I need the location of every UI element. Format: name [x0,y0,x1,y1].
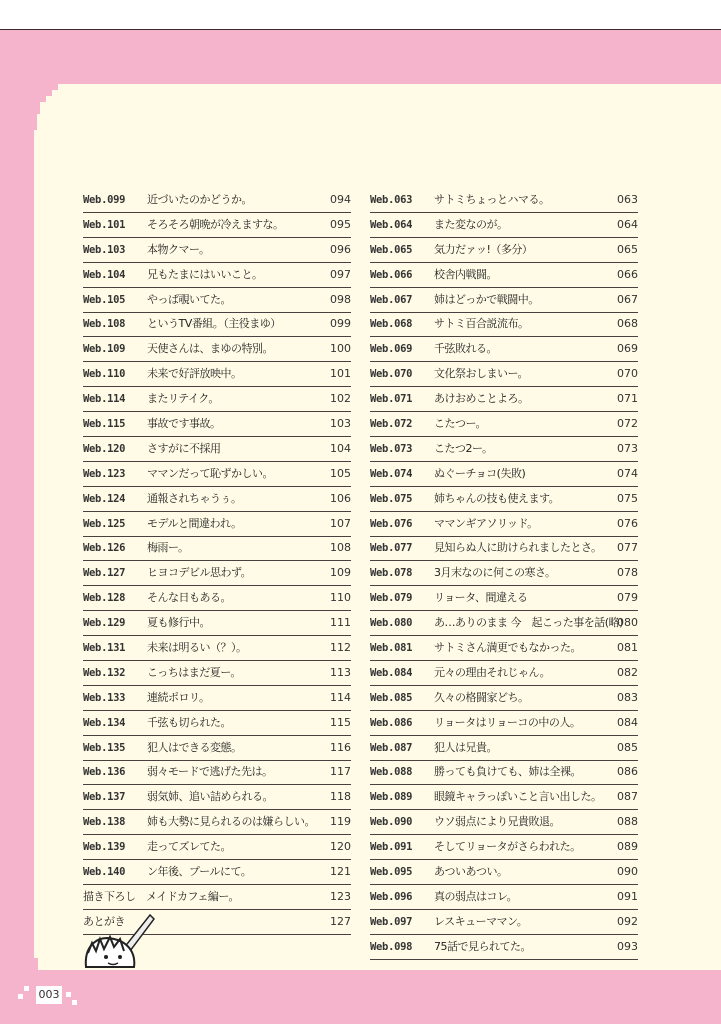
episode-title: 連続ポロリ。 [147,690,210,704]
toc-entry[interactable] [370,713,638,736]
toc-entry[interactable] [83,588,351,611]
episode-code: Web.139 [83,841,126,854]
toc-entry[interactable] [83,862,351,885]
episode-title: 兄もたまにはいいこと。 [147,267,263,281]
page-ref: 083 [617,690,638,704]
decor-square [72,1000,77,1005]
episode-code: Web.084 [370,666,413,679]
decor-square [24,986,29,991]
episode-code: Web.133 [83,691,126,704]
toc-entry[interactable] [83,414,351,437]
page-ref: 106 [330,491,351,505]
toc-entry[interactable] [370,414,638,437]
episode-title: あけおめことよろ。 [434,392,529,406]
page-ref: 085 [617,740,638,754]
toc-entry[interactable] [83,613,351,636]
episode-title: 75話で見られてた。 [434,939,531,953]
episode-title: こたつ2ー。 [434,441,493,455]
episode-title: 近づいたのかどうか。 [147,193,252,206]
page-ref: 070 [617,367,638,381]
toc-entry[interactable] [370,663,638,686]
toc-left-column [83,190,351,937]
episode-title: また変なのが。 [434,217,508,231]
toc-entry[interactable] [83,713,351,736]
episode-title: 千弦敗れる。 [434,342,497,356]
episode-title: というTV番組。（主役まゆ） [147,317,281,331]
episode-code: Web.076 [370,517,413,530]
toc-entry[interactable] [83,563,351,586]
page-ref: 080 [617,616,638,630]
episode-title: ヒヨコデビル思わず。 [147,566,252,580]
episode-title: そしてリョータがさらわれた。 [434,840,581,854]
character-illustration [78,905,158,971]
episode-code: Web.134 [83,716,126,729]
episode-code: Web.095 [370,866,413,879]
page-ref: 065 [617,242,638,256]
toc-entry[interactable] [83,738,351,761]
toc-entry[interactable] [370,215,638,238]
page-ref: 066 [617,267,638,281]
episode-code: Web.070 [370,368,413,381]
episode-title: 弱気姉、追い詰められる。 [147,790,273,804]
toc-entry[interactable] [83,364,351,387]
episode-code: Web.067 [370,293,413,306]
episode-code: Web.114 [83,393,126,406]
toc-entry[interactable] [370,912,638,935]
toc-entry[interactable] [83,339,351,362]
episode-title: 久々の格闘家どち。 [434,690,529,704]
page-ref: 127 [330,914,351,928]
page-ref: 087 [617,790,638,804]
page-ref: 112 [330,641,351,655]
episode-code: Web.098 [370,940,413,953]
episode-code: Web.127 [83,567,126,580]
toc-entry[interactable] [83,787,351,810]
episode-title: 夏も修行中。 [147,616,210,630]
toc-entry[interactable] [370,290,638,313]
episode-code: Web.120 [83,442,126,455]
episode-title: またリテイク。 [147,392,219,406]
page-ref: 067 [617,292,638,306]
episode-title: サトミ百合説流布。 [434,317,529,331]
toc-entry[interactable] [370,563,638,586]
episode-code: Web.088 [370,766,413,779]
page-ref: 073 [617,441,638,455]
episode-code: Web.079 [370,592,413,605]
episode-title: サトミちょっとハマる。 [434,193,550,206]
episode-title: 勝っても負けても、姉は全裸。 [434,765,581,779]
decor-square [66,992,71,997]
toc-entry[interactable] [370,439,638,462]
episode-code: Web.109 [83,343,126,356]
episode-title: ウソ弱点により兄貴敗退。 [434,815,560,829]
episode-title: 犯人は兄貴。 [434,740,497,754]
page-ref: 096 [330,242,351,256]
episode-code: Web.110 [83,368,126,381]
episode-code: Web.080 [370,617,413,630]
toc-entry[interactable] [370,812,638,835]
episode-title: そんな日もある。 [147,591,231,605]
toc-entry[interactable] [370,538,638,561]
page-ref: 079 [617,591,638,605]
episode-title: 姉ちゃんの技も使えます。 [434,491,560,505]
episode-code: Web.096 [370,890,413,903]
toc-entry[interactable] [370,688,638,711]
episode-title: やっぱ覗いてた。 [147,292,231,306]
page-ref: 099 [330,317,351,331]
page-ref: 082 [617,665,638,679]
episode-code: Web.140 [83,866,126,879]
episode-code: Web.126 [83,542,126,555]
toc-entry[interactable] [83,663,351,686]
page-ref: 094 [330,193,351,206]
page-ref: 103 [330,417,351,431]
episode-title: 未来は明るい（？）。 [147,641,247,655]
episode-title: 千弦も切られた。 [147,715,231,729]
toc-entry[interactable] [370,887,638,910]
episode-code: Web.081 [370,642,413,655]
decor-square [18,994,23,999]
page-ref: 123 [330,889,351,903]
pixel-step [34,958,38,970]
episode-title: 眼鏡キャラっぽいこと言い出した。 [434,790,602,804]
episode-code: Web.101 [83,218,126,231]
page-ref: 063 [617,193,638,206]
page-ref: 093 [617,939,638,953]
page-ref: 064 [617,217,638,231]
episode-code: Web.132 [83,666,126,679]
toc-entry[interactable] [83,439,351,462]
page-ref: 117 [330,765,351,779]
episode-code: Web.064 [370,218,413,231]
toc-entry[interactable] [83,190,351,213]
episode-code: Web.074 [370,467,413,480]
page-ref: 110 [330,591,351,605]
episode-code: Web.075 [370,492,413,505]
toc-entry[interactable] [83,240,351,263]
toc-entry[interactable] [370,240,638,263]
episode-title: 校舎内戦闘。 [434,267,497,281]
page-ref: 074 [617,466,638,480]
page-ref: 111 [330,616,351,630]
episode-code: Web.138 [83,816,126,829]
pixel-step [34,102,40,114]
toc-entry[interactable] [83,812,351,835]
episode-code: Web.104 [83,268,126,281]
episode-code: Web.108 [83,318,126,331]
episode-code: Web.131 [83,642,126,655]
toc-entry[interactable] [370,937,638,960]
toc-entry[interactable] [370,787,638,810]
episode-code: Web.136 [83,766,126,779]
toc-entry[interactable] [83,389,351,412]
toc-entry[interactable] [370,862,638,885]
page-ref: 105 [330,466,351,480]
episode-code: Web.115 [83,418,126,431]
episode-title: ン年後、プールにて。 [147,865,252,879]
toc-entry[interactable] [370,265,638,288]
page-ref: 092 [617,914,638,928]
episode-code: Web.066 [370,268,413,281]
episode-title: 真の弱点はコレ。 [434,889,518,903]
toc-entry[interactable] [370,638,638,661]
episode-code: Web.089 [370,791,413,804]
page-ref: 109 [330,566,351,580]
episode-title: あとがき [83,914,125,928]
toc-entry[interactable] [83,265,351,288]
episode-title: 描き下ろし メイドカフェ編ー。 [83,889,239,903]
toc-entry[interactable] [83,638,351,661]
toc-entry[interactable] [370,464,638,487]
episode-title: 文化祭おしまいー。 [434,367,529,381]
episode-title: 3月末なのに何この寒さ。 [434,566,556,580]
episode-title: さすがに不採用 [147,441,221,455]
page-ref: 089 [617,840,638,854]
toc-entry[interactable] [83,314,351,337]
toc-entry[interactable] [83,514,351,537]
page-ref: 119 [330,815,351,829]
episode-code: Web.123 [83,467,126,480]
episode-code: Web.078 [370,567,413,580]
episode-title: サトミさん満更でもなかった。 [434,641,581,655]
toc-entry[interactable] [370,389,638,412]
episode-title: 未来で好評放映中。 [147,367,242,381]
episode-code: Web.069 [370,343,413,356]
page-ref: 071 [617,392,638,406]
page-ref: 075 [617,491,638,505]
toc-entry[interactable] [83,489,351,512]
episode-code: Web.099 [83,194,126,206]
toc-entry[interactable] [370,613,638,636]
page-ref: 116 [330,740,351,754]
page-ref: 088 [617,815,638,829]
top-border [0,0,721,30]
episode-code: Web.129 [83,617,126,630]
toc-entry[interactable] [370,837,638,860]
page-ref: 101 [330,367,351,381]
episode-code: Web.068 [370,318,413,331]
episode-code: Web.135 [83,741,126,754]
episode-code: Web.091 [370,841,413,854]
toc-right-column [370,190,638,962]
page-ref: 086 [617,765,638,779]
page-ref: 104 [330,441,351,455]
toc-entry[interactable] [83,464,351,487]
page-ref: 072 [617,417,638,431]
episode-code: Web.097 [370,915,413,928]
episode-title: こっちはまだ夏ー。 [147,665,241,679]
toc-entry[interactable] [83,688,351,711]
toc-entry[interactable] [83,215,351,238]
toc-entry[interactable] [370,339,638,362]
episode-title: 見知らぬ人に助けられましたとさ。 [434,541,602,555]
page-ref: 077 [617,541,638,555]
page-ref: 121 [330,865,351,879]
toc-entry[interactable] [370,514,638,537]
episode-title: そろそろ朝晩が冷えますな。 [147,217,284,231]
page-ref: 115 [330,715,351,729]
page-ref: 091 [617,889,638,903]
episode-code: Web.071 [370,393,413,406]
page-ref: 095 [330,217,351,231]
episode-title: あついあつい。 [434,865,508,879]
toc-entry[interactable] [370,588,638,611]
page-ref: 078 [617,566,638,580]
episode-title: レスキューママン。 [434,914,528,928]
episode-code: Web.137 [83,791,126,804]
episode-code: Web.077 [370,542,413,555]
toc-entry[interactable] [370,738,638,761]
page-ref: 069 [617,342,638,356]
page-ref: 090 [617,865,638,879]
episode-title: ママンギアソリッド。 [434,516,538,530]
episode-title: あ…ありのまま 今 起こった事を話(略) [434,616,623,630]
page-ref: 107 [330,516,351,530]
toc-entry[interactable] [370,489,638,512]
page-ref: 113 [330,665,351,679]
page-ref: 097 [330,267,351,281]
toc-entry[interactable] [83,762,351,785]
episode-title: モデルと間違われ。 [147,516,242,530]
episode-code: Web.124 [83,492,126,505]
page-ref: 076 [617,516,638,530]
toc-entry[interactable] [370,314,638,337]
toc-entry[interactable] [370,762,638,785]
page-ref: 108 [330,541,351,555]
page-ref: 084 [617,715,638,729]
episode-title: 走ってズレてた。 [147,840,231,854]
episode-title: こたつー。 [434,417,487,431]
episode-title: 犯人はできる変態。 [147,740,242,754]
page-ref: 102 [330,392,351,406]
episode-code: Web.128 [83,592,126,605]
episode-title: 弱々モードで逃げた先は。 [147,765,273,779]
episode-title: リョータ、間違える [434,591,528,605]
episode-code: Web.072 [370,418,413,431]
episode-title: 本物クマー。 [147,242,210,256]
episode-title: 姉も大勢に見られるのは嫌らしい。 [147,815,315,829]
page-ref: 114 [330,690,351,704]
episode-code: Web.087 [370,741,413,754]
episode-title: ママンだって恥ずかしい。 [147,466,273,480]
pixel-step [34,114,37,130]
episode-title: 元々の理由それじゃん。 [434,665,551,679]
episode-title: 天使さんは、まゆの特別。 [147,342,273,356]
page-ref: 081 [617,641,638,655]
toc-entry[interactable] [83,538,351,561]
episode-title: ぬぐーチョコ(失敗) [434,466,526,480]
episode-title: 姉はどっかで戦闘中。 [434,292,539,306]
episode-title: 梅雨ー。 [147,541,189,555]
episode-code: Web.086 [370,716,413,729]
episode-code: Web.103 [83,243,126,256]
episode-code: Web.073 [370,442,413,455]
page-ref: 098 [330,292,351,306]
episode-code: Web.065 [370,243,413,256]
toc-entry[interactable] [370,190,638,213]
episode-code: Web.085 [370,691,413,704]
episode-code: Web.105 [83,293,126,306]
episode-title: 気力だァッ!（多分） [434,242,533,256]
page-ref: 068 [617,317,638,331]
page-number: 003 [36,986,62,1004]
episode-title: リョータはリョーコの中の人。 [434,715,581,729]
episode-code: Web.125 [83,517,126,530]
episode-title: 通報されちゃうぅ。 [147,491,242,505]
episode-code: Web.063 [370,194,413,206]
episode-title: 事故です事故。 [147,417,221,431]
page-ref: 118 [330,790,351,804]
page-ref: 120 [330,840,351,854]
page-ref: 100 [330,342,351,356]
toc-entry[interactable] [83,290,351,313]
toc-entry[interactable] [83,837,351,860]
toc-entry[interactable] [370,364,638,387]
episode-code: Web.090 [370,816,413,829]
